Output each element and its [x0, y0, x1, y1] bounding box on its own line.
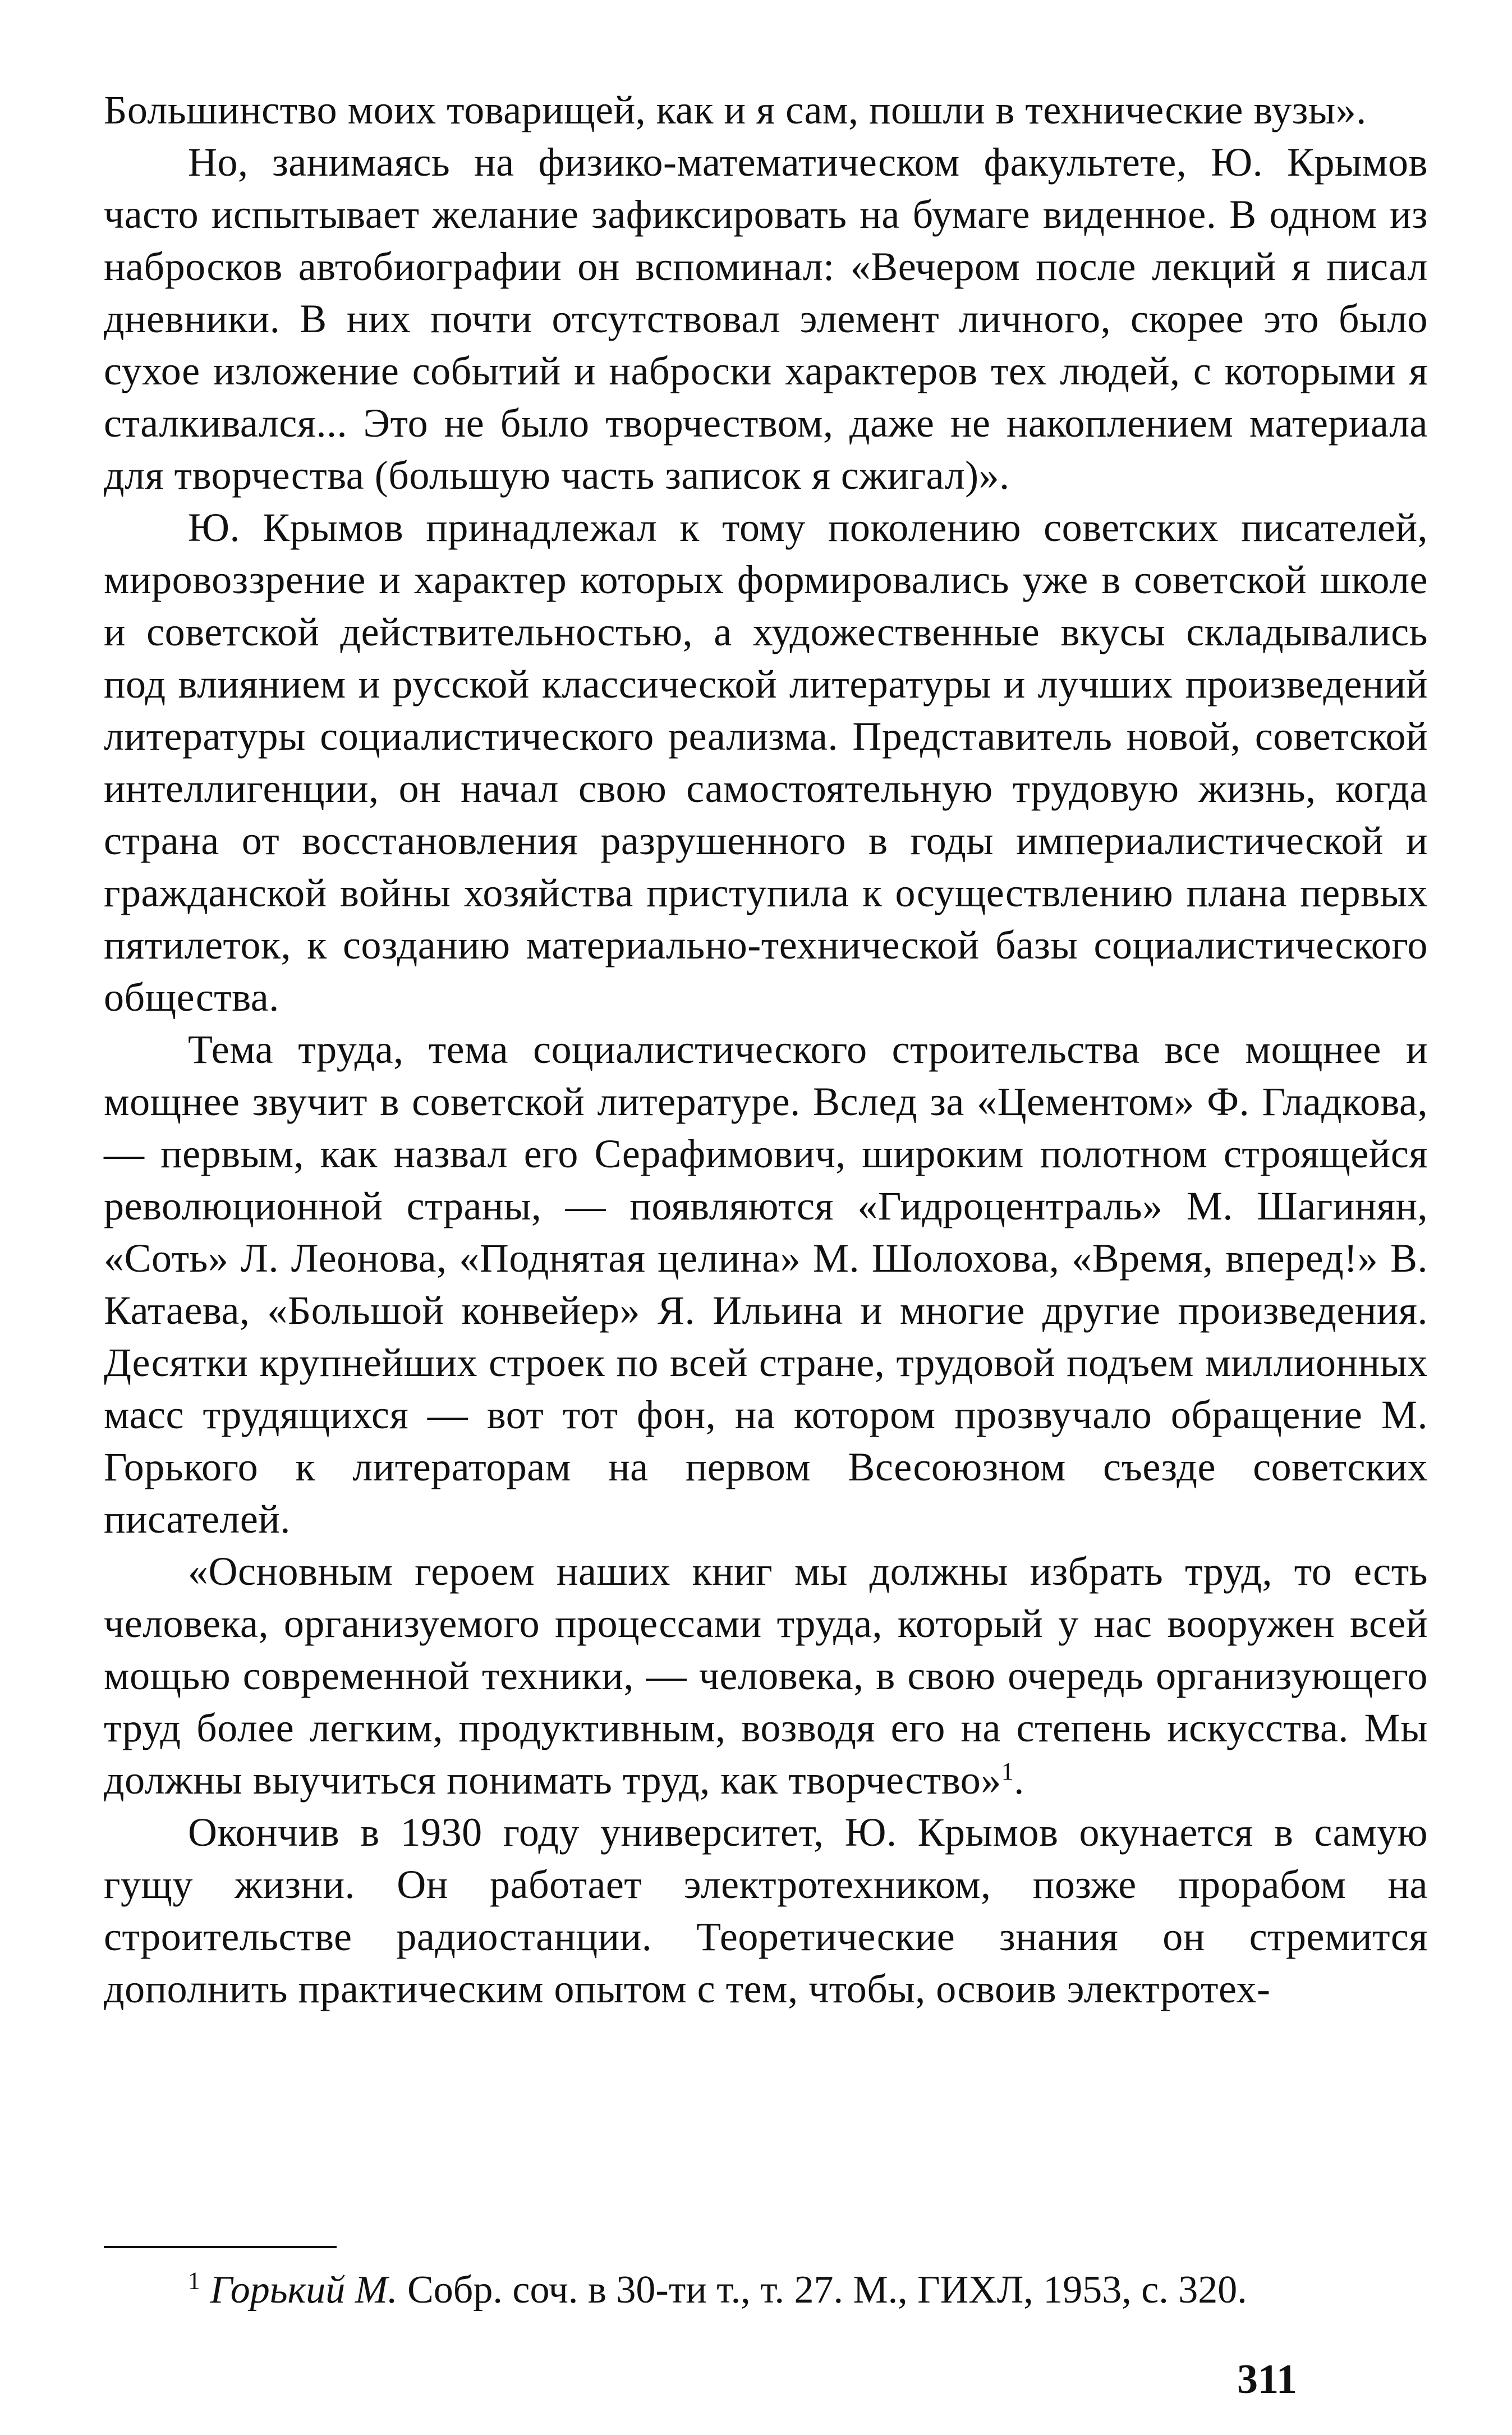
paragraph-4: Тема труда, тема социалистического строительства все мощнее и мощнее звучит в советской литературе. Вслед за «Цементом» Ф. Гладкова, — первым, как назвал его Серафимович, широким полотном строящейся революционной страны, — появляются «Гидроцентраль» М. Шагинян, «Соть» Л. Леонова, «Поднятая целина» М. Шолохова, «Время, вперед!» В. Катаева, «Большой конвейер» Я. Ильина и многие другие произведения. Десятки крупнейших строек по всей стране, трудовой подъем миллионных масс трудящихся — вот тот фон, на котором прозвучало обращение М. Горького к литераторам на первом Всесоюзном съезде советских писателей. [104, 1027, 1428, 1542]
paragraph-5-period: . [1014, 1758, 1024, 1803]
paragraph-3: Ю. Крымов принадлежал к тому поколению советских писателей, мировоззрение и характер которых формировались уже в советской школе и советской действительностью, а художественные вкусы складывались под влиянием и русской классической литературы и лучших произведений литературы социалистического реализма. Представитель новой, советской интеллигенции, он начал свою самостоятельную трудовую жизнь, когда страна от восстановления разрушенного в годы империалистической и гражданской войны хозяйства приступила к осуществлению плана первых пятилеток, к созданию материально-технической базы социалистического общества. [104, 505, 1428, 1020]
paragraph-2: Но, занимаясь на физико-математическом факультете, Ю. Крымов часто испытывает желание зафиксировать на бумаге виденное. В одном из набросков автобиографии он вспоминал: «Вечером после лекций я писал дневники. В них почти отсутствовал элемент личного, скорее это было сухое изложение событий и наброски характеров тех людей, с которыми я сталкивался... Это не было творчеством, даже не накоплением материала для творчества (большую часть записок я сжигал)». [104, 140, 1428, 498]
paragraph-1: Большинство моих товарищей, как и я сам, пошли в технические вузы». [104, 88, 1367, 132]
page-body [104, 84, 1428, 2015]
paragraph-5 [104, 1546, 1428, 1806]
footnote [188, 2265, 1428, 2315]
paragraph-5-text: «Основным героем наших книг мы должны избрать труд, то есть человека, организуемого процессами труда, который у нас вооружен всей мощью современной техники, — человека, в свою очередь организующего труд более легким, продуктивным, возводя его на степень искусства. Мы должны выучиться понимать труд, как творчество» [104, 1549, 1428, 1803]
footnote-divider [104, 2246, 337, 2248]
page-number: 311 [1237, 2356, 1297, 2402]
paragraph-6: Окончив в 1930 году университет, Ю. Крымов окунается в самую гущу жизни. Он работает электротехником, позже прорабом на строительстве радиостанции. Теоретические знания он стремится дополнить практическим опытом с тем, чтобы, освоив электротех- [104, 1810, 1428, 2011]
footnote-mark: 1 [188, 2267, 200, 2295]
footnote-text: Собр. соч. в 30-ти т., т. 27. М., ГИХЛ, 1953, с. 320. [407, 2268, 1247, 2312]
footnote-author: Горький М. [210, 2268, 398, 2312]
footnote-reference: 1 [1001, 1758, 1014, 1785]
